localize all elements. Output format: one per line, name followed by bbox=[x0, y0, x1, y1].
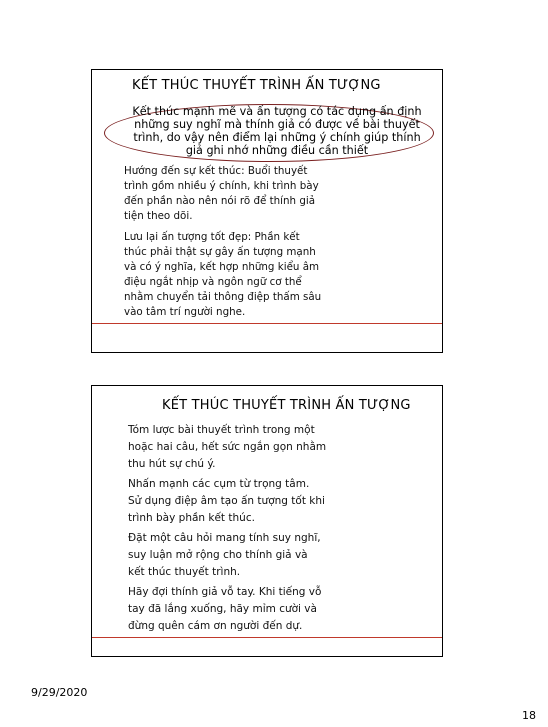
text-line: Tóm lược bài thuyết trình trong một bbox=[128, 424, 315, 436]
text-line: vào tâm trí người nghe. bbox=[124, 306, 246, 318]
paragraph-dat-cau-hoi bbox=[128, 530, 358, 581]
text-line: Hãy đợi thính giả vỗ tay. Khi tiếng vỗ bbox=[128, 586, 322, 598]
print-date: 9/29/2020 bbox=[31, 686, 88, 699]
slide-1-title: KẾT THÚC THUYẾT TRÌNH ẤN TƯỢNG bbox=[132, 78, 381, 93]
page-number: 18 bbox=[522, 709, 536, 722]
callout-line: giả ghi nhớ những điều cần thiết bbox=[185, 144, 369, 157]
callout-line: Kết thúc mạnh mẽ và ấn tượng có tác dụng ấn định bbox=[132, 105, 422, 118]
text-line: tiện theo dõi. bbox=[124, 210, 193, 222]
text-line: nhằm chuyển tải thông điệp thấm sâu bbox=[124, 291, 322, 303]
paragraph-luu-lai-an-tuong bbox=[124, 230, 338, 320]
text-line: kết thúc thuyết trình. bbox=[128, 566, 241, 578]
text-line: điệu ngắt nhịp và ngôn ngữ cơ thể bbox=[124, 276, 302, 288]
slide-2 bbox=[91, 385, 443, 657]
text-line: Nhấn mạnh các cụm từ trọng tâm. bbox=[128, 478, 310, 490]
paragraph-tom-luoc bbox=[128, 422, 358, 473]
text-line: Đặt một câu hỏi mang tính suy nghĩ, bbox=[128, 532, 321, 544]
callout-line: trình, do vậy nên điểm lại những ý chính giúp thính bbox=[133, 131, 421, 144]
callout-text bbox=[118, 105, 436, 157]
slide-2-title: KẾT THÚC THUYẾT TRÌNH ẤN TƯỢNG bbox=[162, 398, 411, 413]
callout-line: những suy nghĩ mà thính giả có được về bài thuyết bbox=[134, 118, 420, 131]
text-line: suy luận mở rộng cho thính giả và bbox=[128, 549, 308, 561]
text-line: thúc phải thật sự gây ấn tượng mạnh bbox=[124, 246, 316, 258]
text-line: Lưu lại ấn tượng tốt đẹp: Phần kết bbox=[124, 231, 300, 243]
text-line: đừng quên cám ơn người đến dự. bbox=[128, 620, 303, 632]
text-line: trình gồm nhiều ý chính, khi trình bày bbox=[124, 180, 319, 192]
text-line: tay đã lắng xuống, hãy mỉm cười và bbox=[128, 603, 317, 615]
paragraph-nhan-manh bbox=[128, 476, 358, 527]
text-line: và có ý nghĩa, kết hợp những kiểu âm bbox=[124, 261, 320, 273]
text-line: trình bày phần kết thúc. bbox=[128, 512, 255, 524]
paragraph-doi-vo-tay bbox=[128, 584, 358, 635]
slide-2-divider bbox=[92, 637, 442, 638]
slide-1-divider bbox=[92, 323, 442, 324]
paragraph-huong-den-ket-thuc bbox=[124, 164, 338, 224]
slide-1 bbox=[91, 69, 443, 353]
text-line: Sử dụng điệp âm tạo ấn tượng tốt khi bbox=[128, 495, 325, 507]
text-line: hoặc hai câu, hết sức ngắn gọn nhằm bbox=[128, 441, 327, 453]
text-line: đến phần nào nên nói rõ để thính giả bbox=[124, 195, 316, 207]
text-line: Hướng đến sự kết thúc: Buổi thuyết bbox=[124, 165, 308, 177]
text-line: thu hút sự chú ý. bbox=[128, 458, 216, 470]
